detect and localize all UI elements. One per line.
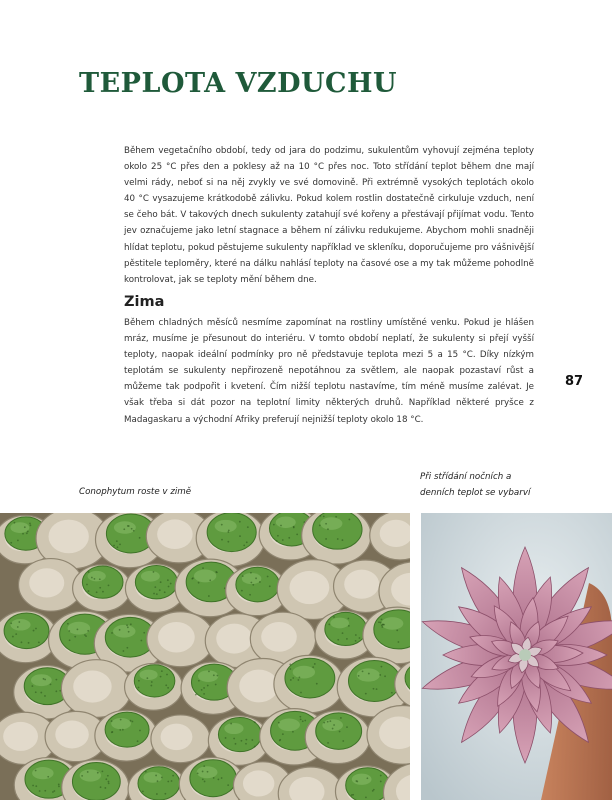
- conophytum-body: [274, 655, 344, 713]
- caption-echeveria: Při střídání nočních a denních teplot se vybarví: [420, 472, 531, 498]
- conophytum-body: [125, 663, 183, 710]
- conophytum-body: [305, 711, 370, 764]
- caption-conophytum: Conophytum roste v zimě: [79, 487, 192, 497]
- winter-paragraph: Během chladných měsíců nesmíme zapomínat na rostliny umístěné venku. Pokud je hlášen mráz, musíme je přesunout do interiéru. V tomto období neplatí, že sukulenty si přejí vyšší teploty, naopak ideální podmínky pro ně představuje teplota mezi 5 a 15 °C. Díky nízkým teplotám se sukulenty nepřirozeně nepotáhnou za světlem, ale naopak pozastaví růst a můžeme tak podpořit i kvetení. Čím nižší teplotu nastavíme, tím méně musíme zalévat. Je však třeba si dát pozor na teplotní limity některých druhů. Například některé pryšce z Madagaskaru a východní Afriky preferují nejnižší teploty okolo 18 °C.: [124, 318, 534, 425]
- intro-paragraph: Během vegetačního období, tedy od jara do podzimu, sukulentům vyhovují zejména teploty okolo 25 °C přes den a poklesy až na 10 °C přes noc. Toto střídání teplot během dne mají velmi rády, neboť si na něj zvykly ve své domovině. Při extrémně vysokých teplotách okolo 40 °C vysazujeme krátkodobě zálivku. Pokud kolem rostlin dostatečně cirkuluje vzduch, není se čeho bát. V takových dnech sukulenty zatahují své kořeny a přestávají přijímat vodu. Tento jev označujeme jako letní stagnace a během ní zálivku redukujeme. Abychom mohli snadněji hlídat teplotu, pokud pěstujeme sukulenty například ve skleníku, doporučujeme pro vášnivější pěstitele teploměry, které na dálku nahlásí teploty na časové ose a my tak můžeme pohodlně kontrolovat, jak se teploty mění během dne.: [124, 146, 534, 285]
- rosette-center: [519, 649, 531, 661]
- page-title: TEPLOTA VZDUCHU: [79, 68, 398, 99]
- echeveria-photo: [421, 513, 612, 800]
- conophytum-body: [95, 710, 157, 761]
- conophytum-body: [302, 513, 371, 564]
- conophytum-illustration: [0, 513, 410, 800]
- conophytum-body: [196, 513, 265, 566]
- echeveria-illustration: [421, 513, 612, 800]
- conophytum-body: [151, 715, 210, 763]
- conophytum-body: [147, 612, 214, 667]
- section-heading-zima: Zima: [124, 294, 165, 310]
- conophytum-body: [73, 565, 131, 612]
- conophytum-photo: [0, 513, 410, 800]
- conophytum-body: [61, 660, 131, 718]
- page-number: 87: [565, 374, 584, 389]
